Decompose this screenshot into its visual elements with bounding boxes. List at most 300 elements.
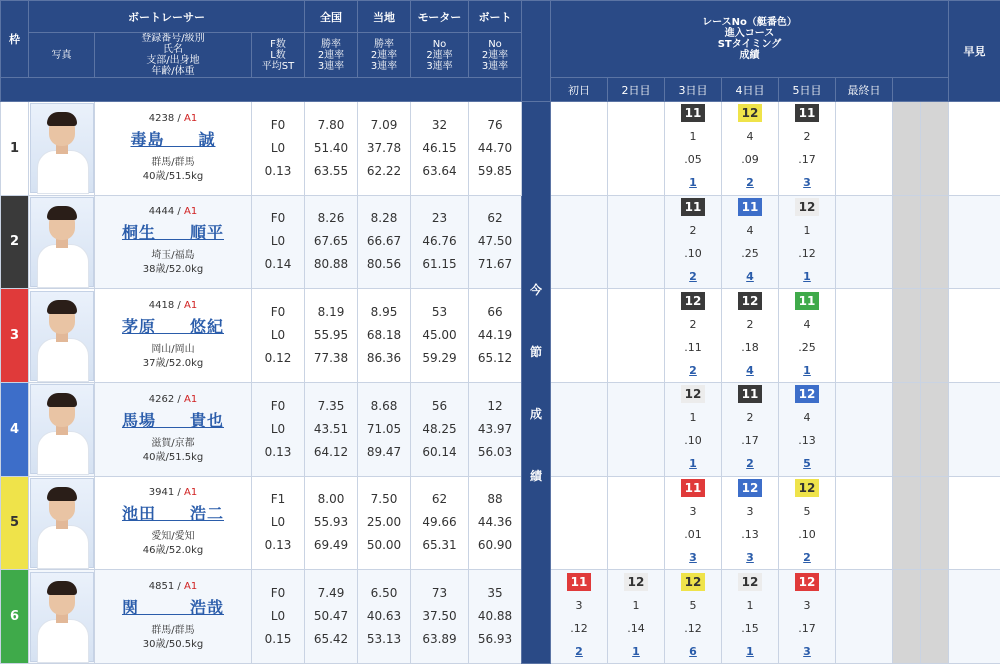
motor-cell: [411, 476, 469, 570]
race-no-badge: 12: [795, 385, 819, 403]
reg-number: 4262: [148, 393, 175, 405]
reg-number: 3941: [148, 487, 175, 499]
zenkoku-cell: [305, 195, 358, 289]
result-line: [779, 359, 835, 382]
avg-st: 0.13: [264, 538, 292, 553]
boat-val: 62: [487, 211, 503, 226]
photo-cell: [29, 195, 95, 289]
branch: 埼玉/福島: [151, 250, 195, 262]
racer-photo: [30, 384, 94, 474]
gray-col: [893, 102, 921, 196]
racer-photo: [30, 291, 94, 381]
rate-line: 勝率: [321, 38, 341, 50]
racer-name-link[interactable]: 茅原 悠紀: [121, 317, 224, 337]
rate-line: 2連率: [370, 49, 398, 61]
branch: 群馬/群馬: [151, 156, 195, 168]
boat-val: 47.50: [477, 234, 513, 249]
st-timing: .25: [741, 246, 759, 260]
zenkoku-val: 8.00: [317, 492, 345, 507]
boat-header: ボート: [469, 1, 522, 33]
st-timing: .12: [570, 621, 588, 635]
waku-number: 6: [1, 570, 29, 664]
racer-info-cell: [95, 102, 252, 196]
hayami-cell: [949, 102, 1000, 196]
st-timing: .15: [741, 621, 759, 635]
boat-val: 43.97: [477, 421, 513, 436]
result-line: [665, 546, 721, 569]
day-header-4: 4日目: [722, 78, 779, 102]
st-timing: .14: [627, 621, 645, 635]
avg-st: 0.13: [264, 444, 292, 459]
st-timing: .05: [684, 153, 702, 167]
photo-hair: [47, 487, 77, 501]
day-cell: [779, 570, 836, 664]
day-cell: [551, 570, 608, 664]
reg-line: 4238 / A1: [148, 112, 198, 124]
boat-cell: [469, 570, 522, 664]
result-line: [779, 640, 835, 663]
st-timing: .17: [798, 621, 816, 635]
race-no-line: [722, 571, 778, 594]
race-no-line: [722, 477, 778, 500]
touchi-val: 80.56: [366, 257, 402, 272]
st-timing: .10: [684, 246, 702, 260]
class-badge: A1: [183, 300, 198, 312]
racer-row: [1, 289, 1000, 383]
st-timing: .13: [741, 527, 759, 541]
racer-name-link[interactable]: 桐生 順平: [121, 223, 224, 243]
race-info-line: STタイミング: [717, 39, 782, 50]
fl-cell: [252, 382, 305, 476]
racer-photo: [30, 572, 94, 662]
race-no-badge: 12: [738, 104, 762, 122]
racer-name-link[interactable]: 馬場 貴也: [121, 410, 224, 430]
race-no-line: [608, 571, 664, 594]
race-info-line: 成績: [739, 50, 760, 61]
race-no-badge: 11: [738, 198, 762, 216]
zenkoku-cell: [305, 570, 358, 664]
racer-info-line: 年齢/体重: [151, 66, 195, 77]
touchi-val: 89.47: [366, 444, 402, 459]
day-cell-empty: [608, 102, 665, 196]
f-count: F0: [270, 211, 286, 226]
racer-info-line: 登録番号/級別: [141, 33, 205, 44]
zenkoku-val: 63.55: [313, 163, 349, 178]
rate-line: 3連率: [370, 60, 398, 72]
result-link[interactable]: 4: [746, 269, 754, 283]
day-cell: [779, 382, 836, 476]
konsetsu-char: 節: [529, 344, 542, 359]
course: 1: [632, 598, 640, 612]
racer-row: [1, 570, 1000, 664]
result-link[interactable]: 3: [803, 176, 811, 190]
result-line: [779, 265, 835, 288]
avg-st: 0.13: [264, 163, 292, 178]
branch: 岡山/岡山: [151, 344, 195, 356]
result-line: [779, 452, 835, 475]
fl-cell: [252, 289, 305, 383]
rate-line: 2連率: [426, 49, 453, 61]
st-timing: .10: [684, 434, 702, 448]
touchi-rate-header: [358, 33, 411, 78]
photo-cell: [29, 289, 95, 383]
photo-cell: [29, 382, 95, 476]
boat-val: 88: [487, 492, 503, 507]
racer-info-line: 氏名: [163, 44, 183, 55]
zenkoku-val: 77.38: [313, 351, 349, 366]
boat-val: 12: [487, 398, 503, 413]
result-link[interactable]: 1: [746, 644, 754, 658]
day-cell-empty: [608, 195, 665, 289]
course: 2: [689, 223, 697, 237]
avg-st: 0.15: [264, 632, 292, 647]
boat-val: 66: [487, 305, 503, 320]
boat-val: 56.93: [477, 632, 513, 647]
touchi-val: 25.00: [366, 515, 402, 530]
fl-line: 平均ST: [261, 60, 295, 72]
day-cell-empty: [836, 382, 893, 476]
zenkoku-cell: [305, 289, 358, 383]
race-info-header: [551, 1, 949, 78]
rate-line: No: [488, 38, 502, 50]
rate-line: 3連率: [317, 60, 345, 72]
st-timing: .11: [684, 340, 702, 354]
class-badge: A1: [183, 487, 198, 499]
gray-col: [893, 382, 921, 476]
avg-st: 0.14: [264, 257, 292, 272]
motor-val: 61.15: [422, 257, 457, 272]
photo-hair: [47, 581, 77, 595]
racer-name-link[interactable]: 関 浩哉: [121, 598, 224, 618]
touchi-cell: [358, 102, 411, 196]
day-cell-empty: [551, 476, 608, 570]
reg-number: 4418: [148, 300, 175, 312]
day-cell-empty: [551, 102, 608, 196]
racer-photo: [30, 197, 94, 287]
st-timing: .01: [684, 527, 702, 541]
motor-cell: [411, 289, 469, 383]
result-link[interactable]: 2: [689, 363, 697, 377]
zenkoku-val: 51.40: [313, 140, 349, 155]
photo-cell: [29, 570, 95, 664]
touchi-val: 68.18: [366, 328, 402, 343]
day-cell: [722, 476, 779, 570]
course: 2: [689, 317, 697, 331]
result-line: [665, 359, 721, 382]
photo-hair: [47, 393, 77, 407]
course: 3: [746, 504, 754, 518]
boat-val: 60.90: [477, 538, 513, 553]
racer-name-link[interactable]: 毒島 誠: [130, 129, 216, 149]
result-line: [608, 640, 664, 663]
waku-number: 2: [1, 195, 29, 289]
race-no-line: [665, 383, 721, 406]
race-no-badge: 12: [681, 385, 705, 403]
race-no-line: [665, 102, 721, 125]
motor-val: 59.29: [422, 351, 457, 366]
result-line: [665, 265, 721, 288]
f-count: F0: [270, 398, 286, 413]
konsetsu-char: 成: [529, 406, 542, 421]
class-badge: A1: [183, 112, 198, 124]
touchi-val: 37.78: [366, 140, 402, 155]
hayami-cell: [949, 289, 1000, 383]
course: 1: [689, 130, 697, 144]
course: 1: [746, 598, 754, 612]
zenkoku-val: 50.47: [313, 609, 349, 624]
boat-cell: [469, 289, 522, 383]
day-cell-empty: [836, 476, 893, 570]
photo-cell: [29, 102, 95, 196]
race-no-line: [779, 290, 835, 313]
boat-val: 76: [487, 117, 503, 132]
result-link[interactable]: 2: [746, 176, 754, 190]
touchi-val: 86.36: [366, 351, 402, 366]
day-cell-empty: [551, 195, 608, 289]
day-header-1: 初日: [551, 78, 608, 102]
motor-cell: [411, 570, 469, 664]
result-link[interactable]: 3: [803, 644, 811, 658]
reg-line: 4444 / A1: [148, 206, 198, 218]
fl-cell: [252, 570, 305, 664]
motor-cell: [411, 102, 469, 196]
race-no-line: [779, 102, 835, 125]
race-no-line: [665, 290, 721, 313]
motor-val: 60.14: [422, 444, 457, 459]
motor-val: 23: [431, 211, 448, 226]
touchi-val: 50.00: [366, 538, 402, 553]
race-no-badge: 12: [795, 573, 819, 591]
result-link[interactable]: 4: [746, 363, 754, 377]
st-timing: .17: [798, 153, 816, 167]
st-timing: .13: [798, 434, 816, 448]
touchi-val: 71.05: [366, 421, 402, 436]
result-link[interactable]: 1: [689, 457, 697, 471]
race-no-badge: 12: [795, 198, 819, 216]
motor-val: 73: [431, 586, 448, 601]
result-link[interactable]: 2: [803, 550, 811, 564]
motor-val: 65.31: [422, 538, 457, 553]
day-header-3: 3日目: [665, 78, 722, 102]
day-cell-empty: [836, 195, 893, 289]
motor-val: 46.15: [422, 140, 457, 155]
photo-hair: [47, 206, 77, 220]
gray-col: [921, 289, 949, 383]
racer-row: [1, 195, 1000, 289]
motor-val: 32: [431, 117, 448, 132]
result-line: [665, 171, 721, 194]
st-timing: .18: [741, 340, 759, 354]
race-no-line: [722, 290, 778, 313]
reg-number: 4238: [148, 112, 175, 124]
gray-col: [893, 570, 921, 664]
result-line: [779, 171, 835, 194]
result-link[interactable]: 3: [689, 550, 697, 564]
gray-col: [893, 195, 921, 289]
race-no-line: [779, 196, 835, 219]
fl-line: F数: [270, 38, 286, 50]
age-weight: 46歳/52.0kg: [142, 545, 204, 557]
zenkoku-cell: [305, 102, 358, 196]
motor-val: 53: [431, 305, 448, 320]
day-cell: [665, 195, 722, 289]
day-cell-empty: [608, 476, 665, 570]
race-no-line: [722, 383, 778, 406]
touchi-val: 8.68: [370, 398, 398, 413]
race-no-line: [779, 477, 835, 500]
racer-info-cell: [95, 382, 252, 476]
boat-val: 44.36: [477, 515, 513, 530]
zenkoku-val: 7.49: [317, 586, 345, 601]
racer-row: [1, 102, 1000, 196]
boat-val: 59.85: [477, 163, 513, 178]
day-cell: [665, 476, 722, 570]
day-cell: [779, 289, 836, 383]
result-link[interactable]: 3: [746, 550, 754, 564]
photo-body: [37, 244, 89, 288]
result-line: [551, 640, 607, 663]
course: 1: [803, 223, 811, 237]
zenkoku-val: 64.12: [313, 444, 349, 459]
st-timing: .25: [798, 340, 816, 354]
racer-info-header: [95, 33, 252, 78]
reg-number: 4444: [148, 206, 175, 218]
result-line: [722, 265, 778, 288]
result-line: [722, 452, 778, 475]
hayami-cell: [949, 570, 1000, 664]
day-cell-empty: [608, 382, 665, 476]
racer-rows: [1, 102, 1000, 664]
zenkoku-val: 43.51: [313, 421, 349, 436]
result-link[interactable]: 1: [632, 644, 640, 658]
fl-cell: [252, 195, 305, 289]
result-link[interactable]: 2: [575, 644, 583, 658]
touchi-cell: [358, 382, 411, 476]
course: 5: [803, 504, 811, 518]
gray-col: [921, 102, 949, 196]
age-weight: 38歳/52.0kg: [142, 264, 204, 276]
left-header-filler: [1, 78, 522, 102]
race-no-line: [779, 571, 835, 594]
st-timing: .17: [741, 434, 759, 448]
race-no-badge: 12: [738, 292, 762, 310]
rate-line: 2連率: [317, 49, 345, 61]
boat-val: 35: [487, 586, 503, 601]
touchi-cell: [358, 195, 411, 289]
l-count: L0: [270, 421, 286, 436]
day-cell-empty: [836, 570, 893, 664]
day-cell: [722, 195, 779, 289]
race-no-line: [665, 196, 721, 219]
race-info-line: 進入コース: [724, 28, 775, 39]
result-link[interactable]: 1: [803, 269, 811, 283]
gray-col: [921, 382, 949, 476]
racer-name-link[interactable]: 池田 浩二: [121, 504, 224, 524]
touchi-cell: [358, 570, 411, 664]
f-count: F0: [270, 305, 286, 320]
hayami-cell: [949, 195, 1000, 289]
waku-number: 3: [1, 289, 29, 383]
boat-rate-header: [469, 33, 522, 78]
motor-val: 56: [431, 398, 448, 413]
racer-photo: [30, 103, 94, 193]
day-header-6: 最終日: [836, 78, 893, 102]
result-link[interactable]: 2: [746, 457, 754, 471]
class-badge: A1: [183, 393, 198, 405]
konsetsu-char: 今: [529, 282, 542, 297]
konsetsu-char: 績: [529, 468, 542, 483]
branch: 滋賀/京都: [151, 437, 195, 449]
result-line: [722, 359, 778, 382]
l-count: L0: [270, 609, 286, 624]
l-count: L0: [270, 328, 286, 343]
race-no-line: [779, 383, 835, 406]
result-link[interactable]: 1: [689, 176, 697, 190]
touchi-val: 40.63: [366, 609, 402, 624]
race-no-badge: 11: [567, 573, 591, 591]
result-link[interactable]: 5: [803, 457, 811, 471]
boat-cell: [469, 476, 522, 570]
photo-body: [37, 619, 89, 663]
l-count: L0: [270, 515, 286, 530]
gray-col: [921, 195, 949, 289]
zenkoku-val: 7.35: [317, 398, 345, 413]
reg-line: 4851 / A1: [148, 581, 198, 593]
race-no-line: [665, 571, 721, 594]
zenkoku-val: 65.42: [313, 632, 349, 647]
racer-info-cell: [95, 476, 252, 570]
rate-line: 3連率: [426, 60, 453, 72]
motor-val: 45.00: [422, 328, 457, 343]
racer-info-line: 支部/出身地: [146, 55, 200, 66]
motor-val: 62: [431, 492, 448, 507]
age-weight: 40歳/51.5kg: [142, 170, 204, 182]
rate-line: No: [432, 38, 447, 50]
result-line: [665, 640, 721, 663]
result-link[interactable]: 1: [803, 363, 811, 377]
result-link[interactable]: 6: [689, 644, 697, 658]
race-no-badge: 12: [681, 292, 705, 310]
rate-line: 勝率: [374, 38, 394, 50]
gray-col: [921, 570, 949, 664]
result-line: [665, 452, 721, 475]
zenkoku-header: 全国: [305, 1, 358, 33]
race-no-line: [665, 477, 721, 500]
fl-line: L数: [270, 49, 286, 61]
touchi-val: 66.67: [366, 234, 402, 249]
touchi-val: 8.95: [370, 305, 398, 320]
day-cell: [665, 382, 722, 476]
day-cell: [779, 476, 836, 570]
day-cell-empty: [836, 102, 893, 196]
fl-cell: [252, 476, 305, 570]
course: 4: [803, 317, 811, 331]
waku-number: 1: [1, 102, 29, 196]
photo-header: 写真: [29, 33, 95, 78]
result-link[interactable]: 2: [689, 269, 697, 283]
st-timing: .10: [798, 527, 816, 541]
gray-col: [893, 476, 921, 570]
boat-val: 71.67: [477, 257, 513, 272]
f-count: F0: [270, 586, 286, 601]
race-no-line: [551, 571, 607, 594]
day-header-2: 2日目: [608, 78, 665, 102]
race-info-line: レースNo（艇番色）: [702, 17, 797, 28]
motor-header: モーター: [411, 1, 469, 33]
photo-body: [37, 525, 89, 569]
reg-number: 4851: [148, 581, 175, 593]
motor-val: 63.89: [422, 632, 457, 647]
